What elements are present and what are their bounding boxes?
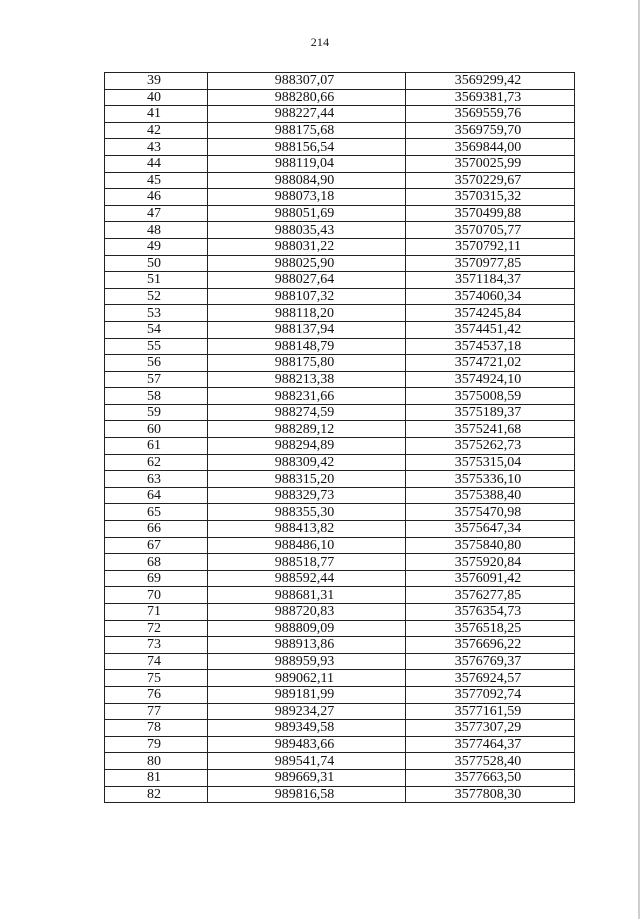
y-coordinate-cell: 3576924,57 <box>406 670 575 687</box>
point-number-cell: 40 <box>105 89 208 106</box>
x-coordinate-cell: 988329,73 <box>208 487 406 504</box>
table-row <box>105 670 575 687</box>
table-row <box>105 305 575 322</box>
point-number-cell: 49 <box>105 238 208 255</box>
point-number-cell: 51 <box>105 272 208 289</box>
point-number-cell: 82 <box>105 786 208 803</box>
y-coordinate-cell: 3576696,22 <box>406 637 575 654</box>
y-coordinate-cell: 3575189,37 <box>406 404 575 421</box>
table-row <box>105 521 575 538</box>
y-coordinate-cell: 3574245,84 <box>406 305 575 322</box>
point-number-cell: 53 <box>105 305 208 322</box>
point-number-cell: 46 <box>105 189 208 206</box>
table-row <box>105 504 575 521</box>
point-number-cell: 70 <box>105 587 208 604</box>
y-coordinate-cell: 3575647,34 <box>406 521 575 538</box>
x-coordinate-cell: 988118,20 <box>208 305 406 322</box>
y-coordinate-cell: 3577092,74 <box>406 686 575 703</box>
table-row <box>105 139 575 156</box>
x-coordinate-cell: 988309,42 <box>208 454 406 471</box>
x-coordinate-cell: 988913,86 <box>208 637 406 654</box>
table-row <box>105 189 575 206</box>
table-row <box>105 255 575 272</box>
x-coordinate-cell: 989062,11 <box>208 670 406 687</box>
x-coordinate-cell: 988274,59 <box>208 404 406 421</box>
y-coordinate-cell: 3574451,42 <box>406 321 575 338</box>
table-row <box>105 321 575 338</box>
table-row <box>105 122 575 139</box>
table-row <box>105 238 575 255</box>
table-row <box>105 570 575 587</box>
point-number-cell: 66 <box>105 521 208 538</box>
x-coordinate-cell: 989669,31 <box>208 769 406 786</box>
point-number-cell: 62 <box>105 454 208 471</box>
table-row <box>105 487 575 504</box>
y-coordinate-cell: 3574924,10 <box>406 371 575 388</box>
y-coordinate-cell: 3569381,73 <box>406 89 575 106</box>
y-coordinate-cell: 3569299,42 <box>406 73 575 90</box>
point-number-cell: 69 <box>105 570 208 587</box>
table-row <box>105 272 575 289</box>
x-coordinate-cell: 988051,69 <box>208 205 406 222</box>
y-coordinate-cell: 3575840,80 <box>406 537 575 554</box>
table-row <box>105 720 575 737</box>
table-row <box>105 736 575 753</box>
y-coordinate-cell: 3570315,32 <box>406 189 575 206</box>
table-row <box>105 155 575 172</box>
x-coordinate-cell: 988175,80 <box>208 355 406 372</box>
point-number-cell: 45 <box>105 172 208 189</box>
point-number-cell: 78 <box>105 720 208 737</box>
y-coordinate-cell: 3576518,25 <box>406 620 575 637</box>
x-coordinate-cell: 988294,89 <box>208 438 406 455</box>
table-row <box>105 769 575 786</box>
x-coordinate-cell: 988486,10 <box>208 537 406 554</box>
table-row <box>105 587 575 604</box>
table-row <box>105 222 575 239</box>
point-number-cell: 80 <box>105 753 208 770</box>
x-coordinate-cell: 988025,90 <box>208 255 406 272</box>
x-coordinate-cell: 988809,09 <box>208 620 406 637</box>
point-number-cell: 74 <box>105 653 208 670</box>
table-row <box>105 753 575 770</box>
y-coordinate-cell: 3575388,40 <box>406 487 575 504</box>
y-coordinate-cell: 3577307,29 <box>406 720 575 737</box>
x-coordinate-cell: 988156,54 <box>208 139 406 156</box>
x-coordinate-cell: 988720,83 <box>208 604 406 621</box>
x-coordinate-cell: 988518,77 <box>208 554 406 571</box>
table-row <box>105 205 575 222</box>
y-coordinate-cell: 3577161,59 <box>406 703 575 720</box>
x-coordinate-cell: 989816,58 <box>208 786 406 803</box>
y-coordinate-cell: 3577528,40 <box>406 753 575 770</box>
y-coordinate-cell: 3577808,30 <box>406 786 575 803</box>
x-coordinate-cell: 988280,66 <box>208 89 406 106</box>
point-number-cell: 48 <box>105 222 208 239</box>
x-coordinate-cell: 988213,38 <box>208 371 406 388</box>
point-number-cell: 57 <box>105 371 208 388</box>
table-row <box>105 454 575 471</box>
point-number-cell: 81 <box>105 769 208 786</box>
x-coordinate-cell: 989349,58 <box>208 720 406 737</box>
table-row <box>105 471 575 488</box>
table-row <box>105 172 575 189</box>
y-coordinate-cell: 3574060,34 <box>406 288 575 305</box>
coordinates-table <box>104 72 575 803</box>
table-row <box>105 637 575 654</box>
point-number-cell: 65 <box>105 504 208 521</box>
x-coordinate-cell: 988289,12 <box>208 421 406 438</box>
x-coordinate-cell: 988107,32 <box>208 288 406 305</box>
point-number-cell: 44 <box>105 155 208 172</box>
table-row <box>105 703 575 720</box>
y-coordinate-cell: 3570705,77 <box>406 222 575 239</box>
y-coordinate-cell: 3575241,68 <box>406 421 575 438</box>
point-number-cell: 76 <box>105 686 208 703</box>
table-row <box>105 620 575 637</box>
y-coordinate-cell: 3577464,37 <box>406 736 575 753</box>
table-row <box>105 537 575 554</box>
point-number-cell: 79 <box>105 736 208 753</box>
table-row <box>105 421 575 438</box>
y-coordinate-cell: 3574721,02 <box>406 355 575 372</box>
point-number-cell: 63 <box>105 471 208 488</box>
table-row <box>105 404 575 421</box>
table-row <box>105 604 575 621</box>
y-coordinate-cell: 3576277,85 <box>406 587 575 604</box>
table-row <box>105 554 575 571</box>
point-number-cell: 41 <box>105 106 208 123</box>
x-coordinate-cell: 988148,79 <box>208 338 406 355</box>
table-row <box>105 388 575 405</box>
point-number-cell: 73 <box>105 637 208 654</box>
point-number-cell: 47 <box>105 205 208 222</box>
y-coordinate-cell: 3575336,10 <box>406 471 575 488</box>
table-row <box>105 73 575 90</box>
x-coordinate-cell: 988681,31 <box>208 587 406 604</box>
y-coordinate-cell: 3575920,84 <box>406 554 575 571</box>
table-row <box>105 355 575 372</box>
y-coordinate-cell: 3576091,42 <box>406 570 575 587</box>
y-coordinate-cell: 3570977,85 <box>406 255 575 272</box>
x-coordinate-cell: 988084,90 <box>208 172 406 189</box>
coordinates-table-body <box>105 73 575 803</box>
table-row <box>105 786 575 803</box>
y-coordinate-cell: 3569759,70 <box>406 122 575 139</box>
table-row <box>105 371 575 388</box>
y-coordinate-cell: 3576354,73 <box>406 604 575 621</box>
y-coordinate-cell: 3577663,50 <box>406 769 575 786</box>
table-row <box>105 653 575 670</box>
table-row <box>105 338 575 355</box>
x-coordinate-cell: 988031,22 <box>208 238 406 255</box>
y-coordinate-cell: 3575315,04 <box>406 454 575 471</box>
x-coordinate-cell: 988035,43 <box>208 222 406 239</box>
point-number-cell: 71 <box>105 604 208 621</box>
point-number-cell: 67 <box>105 537 208 554</box>
table-row <box>105 106 575 123</box>
point-number-cell: 55 <box>105 338 208 355</box>
point-number-cell: 56 <box>105 355 208 372</box>
y-coordinate-cell: 3570025,99 <box>406 155 575 172</box>
x-coordinate-cell: 989483,66 <box>208 736 406 753</box>
table-row <box>105 438 575 455</box>
y-coordinate-cell: 3575262,73 <box>406 438 575 455</box>
x-coordinate-cell: 988307,07 <box>208 73 406 90</box>
y-coordinate-cell: 3575008,59 <box>406 388 575 405</box>
x-coordinate-cell: 988175,68 <box>208 122 406 139</box>
table-row <box>105 89 575 106</box>
x-coordinate-cell: 988592,44 <box>208 570 406 587</box>
y-coordinate-cell: 3569559,76 <box>406 106 575 123</box>
y-coordinate-cell: 3570792,11 <box>406 238 575 255</box>
point-number-cell: 72 <box>105 620 208 637</box>
point-number-cell: 43 <box>105 139 208 156</box>
x-coordinate-cell: 989541,74 <box>208 753 406 770</box>
y-coordinate-cell: 3571184,37 <box>406 272 575 289</box>
x-coordinate-cell: 988231,66 <box>208 388 406 405</box>
x-coordinate-cell: 988227,44 <box>208 106 406 123</box>
x-coordinate-cell: 988137,94 <box>208 321 406 338</box>
y-coordinate-cell: 3570229,67 <box>406 172 575 189</box>
point-number-cell: 39 <box>105 73 208 90</box>
table-row <box>105 686 575 703</box>
point-number-cell: 50 <box>105 255 208 272</box>
y-coordinate-cell: 3569844,00 <box>406 139 575 156</box>
page-number: 214 <box>310 35 330 49</box>
x-coordinate-cell: 988959,93 <box>208 653 406 670</box>
point-number-cell: 75 <box>105 670 208 687</box>
point-number-cell: 54 <box>105 321 208 338</box>
y-coordinate-cell: 3570499,88 <box>406 205 575 222</box>
point-number-cell: 59 <box>105 404 208 421</box>
point-number-cell: 52 <box>105 288 208 305</box>
y-coordinate-cell: 3576769,37 <box>406 653 575 670</box>
y-coordinate-cell: 3574537,18 <box>406 338 575 355</box>
x-coordinate-cell: 988027,64 <box>208 272 406 289</box>
x-coordinate-cell: 988355,30 <box>208 504 406 521</box>
point-number-cell: 68 <box>105 554 208 571</box>
x-coordinate-cell: 988073,18 <box>208 189 406 206</box>
x-coordinate-cell: 988413,82 <box>208 521 406 538</box>
point-number-cell: 64 <box>105 487 208 504</box>
point-number-cell: 58 <box>105 388 208 405</box>
point-number-cell: 60 <box>105 421 208 438</box>
point-number-cell: 61 <box>105 438 208 455</box>
point-number-cell: 42 <box>105 122 208 139</box>
x-coordinate-cell: 988315,20 <box>208 471 406 488</box>
table-row <box>105 288 575 305</box>
x-coordinate-cell: 988119,04 <box>208 155 406 172</box>
x-coordinate-cell: 989181,99 <box>208 686 406 703</box>
point-number-cell: 77 <box>105 703 208 720</box>
y-coordinate-cell: 3575470,98 <box>406 504 575 521</box>
x-coordinate-cell: 989234,27 <box>208 703 406 720</box>
